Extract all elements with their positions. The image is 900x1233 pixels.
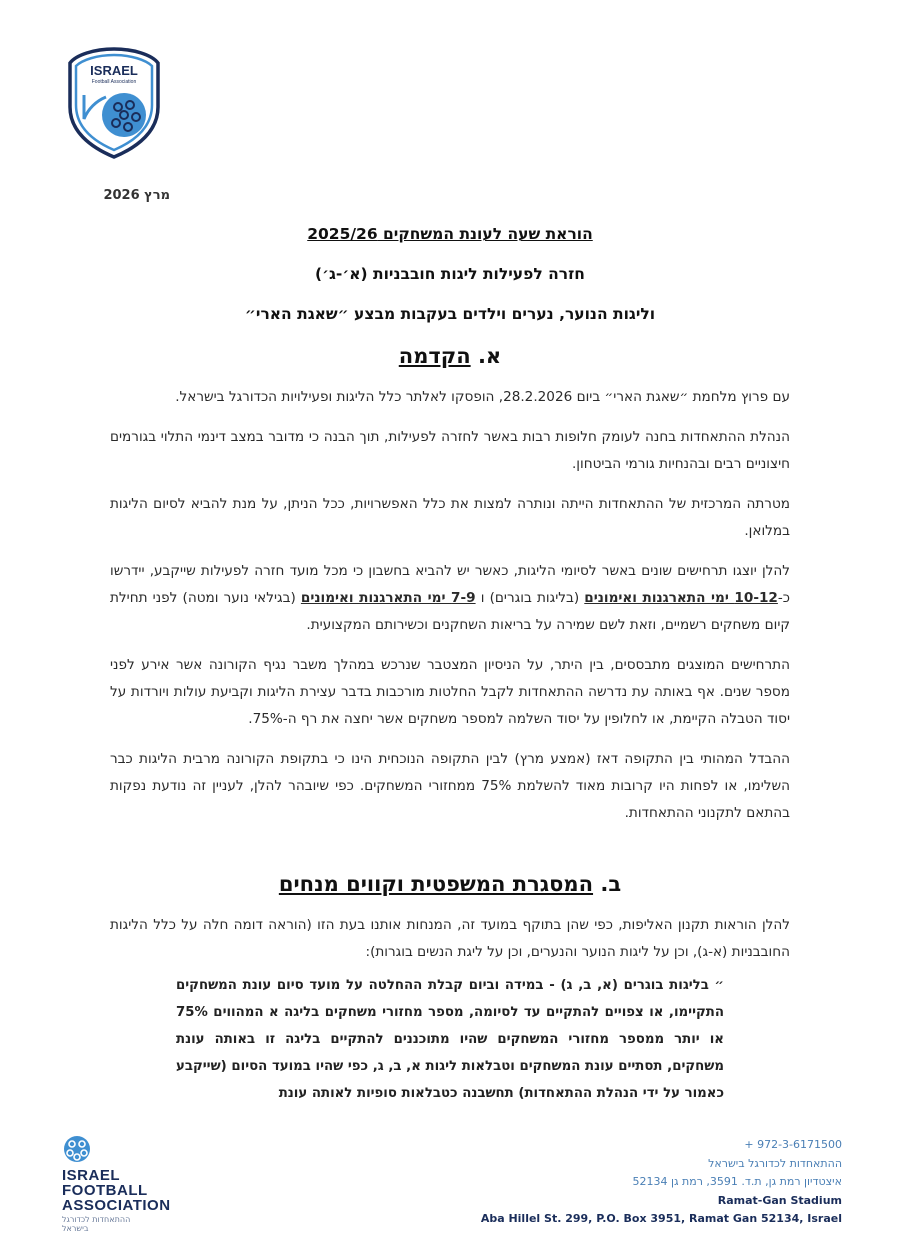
section-b-letter: ב. [600,872,622,896]
section-a-letter: א. [477,344,502,368]
document-title-block [0,225,900,345]
footer-org-hebrew: ההתאחדות לכדורגל בישראל [708,1156,842,1170]
paragraph: עם פרוץ מלחמת ״שאגת הארי״ ביום 28.2.2026, הופסקו לאלתר כלל הליגות ופעילויות הכדורגל בישראל. [175,389,790,405]
emphasis-youth-days: 7-9 ימי התארגנות ואימונים [300,590,476,606]
section-a-heading [0,344,900,368]
footer-logo [62,1134,171,1233]
title-line-2: חזרה לפעילות ליגות חובבניות (א׳-ג׳) [315,265,585,283]
paragraph-with-emphasis: להלן יוצגו תרחישים שונים באשר לסיומי הליגות, כאשר יש להביא בחשבון כי מכל מועד חזרה לפעילות שייקבע, יידרשו כ-10-12 ימי התארגנות ואימונים (בליגות בוגרים) ו 7-9 ימי התארגנות ואימונים (בגילאי נוער ומטה) לפני תחילת קיום משחקים רשמיים, וזאת לשם שמירה על בריאות השחקנים וכשירותם המקצועית. [110,563,790,633]
footer-contact [481,1136,842,1229]
section-b-heading [0,872,900,896]
footer-address-english: Aba Hillel St. 299, P.O. Box 3951, Ramat Gan 52134, Israel [480,1212,842,1225]
regulation-quote: ״ בליגות בוגרים (א, ב, ג) - במידה וביום קבלת ההחלטה על מועד סיום עונת המשחקים התקיימו, או צפויים להתקיים עד לסיומה, מספר מחזורי משחקים בליגה א המהווים 75% או יותר ממספר מחזורי המשחקים שהיו מתוכננים להתקיים בליגה זו באותה עונת משחקים, תסתיים עונת המשחקים וטבלאות ליגות א, ב, ג, כפי שהיו במועד הסיום (שייקבע כאמור על ידי הנהלת ההתאחדות) תחשבנה כטבלאות סופיות לאותה עונת [176,978,724,1101]
israel-fa-crest-logo [66,47,162,159]
section-b-body [110,912,790,979]
footer-stadium: Ramat-Gan Stadium [717,1193,842,1207]
title-line-3: וליגות הנוער, נערים וילדים בעקבות מבצע ״שאגת הארי״ [244,305,656,323]
footer-logo-line-1: ISRAEL [62,1167,121,1184]
footer-phone: + 972-3-6171500 [744,1138,842,1151]
football-icon [62,1134,92,1164]
footer-logo-line-2: FOOTBALL [62,1182,148,1199]
paragraph: התרחישים המוצגים מתבססים, בין היתר, על הניסיון המצטבר שנרכש במהלך משבר נגיף הקורונה אשר אירע לפני מספר שנים. אף באותה עת נדרשה ההתאחדות לקבל החלטות מורכבות בדבר עצירת הליגות וקביעת עולות ויורדות על יסוד הטבלה הקיימת, או לחלופין על יסוד השלמה למספר משחקים אשר יחצה את רף ה-75%. [110,657,790,727]
paragraph: הנהלת ההתאחדות בחנה לעומק חלופות רבות באשר לחזרה לפעילות, תוך הבנה כי מדובר במצב דינמי התלוי בגורמים חיצוניים רבים ובהנחיות גורמי הביטחון. [110,429,790,472]
paragraph: מטרתה המרכזית של ההתאחדות הייתה ונותרה למצות את כלל האפשרויות, ככל הניתן, על מנת להביא לסיום הליגות במלואן. [110,496,790,539]
footer-address-hebrew: איצטדיון רמת גן, ת.ד. 3591, רמת גן 52134 [632,1175,842,1188]
svg-text:ISRAEL: ISRAEL [90,63,138,78]
section-a-body [110,384,790,840]
paragraph: ההבדל המהותי בין התקופה דאז (אמצע מרץ) לבין התקופה הנוכחית הינו כי בתקופת הקורונה מרבית הליגות כבר השלימו, או לפחות היו קרובות מאוד להשלמת 75% ממחזורי המשחקים. כפי שיובהר להלן, לעניין זה נודעת נפקות בהתאם לתקנוני ההתאחדות. [110,751,790,821]
title-line-1: הוראת שעה לעונת המשחקים 2025/26 [307,225,593,243]
section-a-title: הקדמה [398,344,471,368]
footer-logo-hebrew: ההתאחדות לכדורגל בישראל [62,1215,131,1233]
svg-text:Football Association: Football Association [91,79,137,85]
footer-logo-line-3: ASSOCIATION [62,1197,171,1214]
section-b-title: המסגרת המשפטית וקווים מנחים [278,872,594,896]
document-date: מרץ 2026 [103,188,170,203]
paragraph: להלן הוראות תקנון האליפות, כפי שהן בתוקף במועד זה, המנחות אותנו בעת הזו (הוראה דומה חלה על כלל הליגות החובבניות (א-ג), וכן על ליגות הנוער והנערים, וכן על ליגת הנשים בוגרות): [110,917,790,960]
emphasis-adult-days: 10-12 ימי התארגנות ואימונים [584,590,778,606]
